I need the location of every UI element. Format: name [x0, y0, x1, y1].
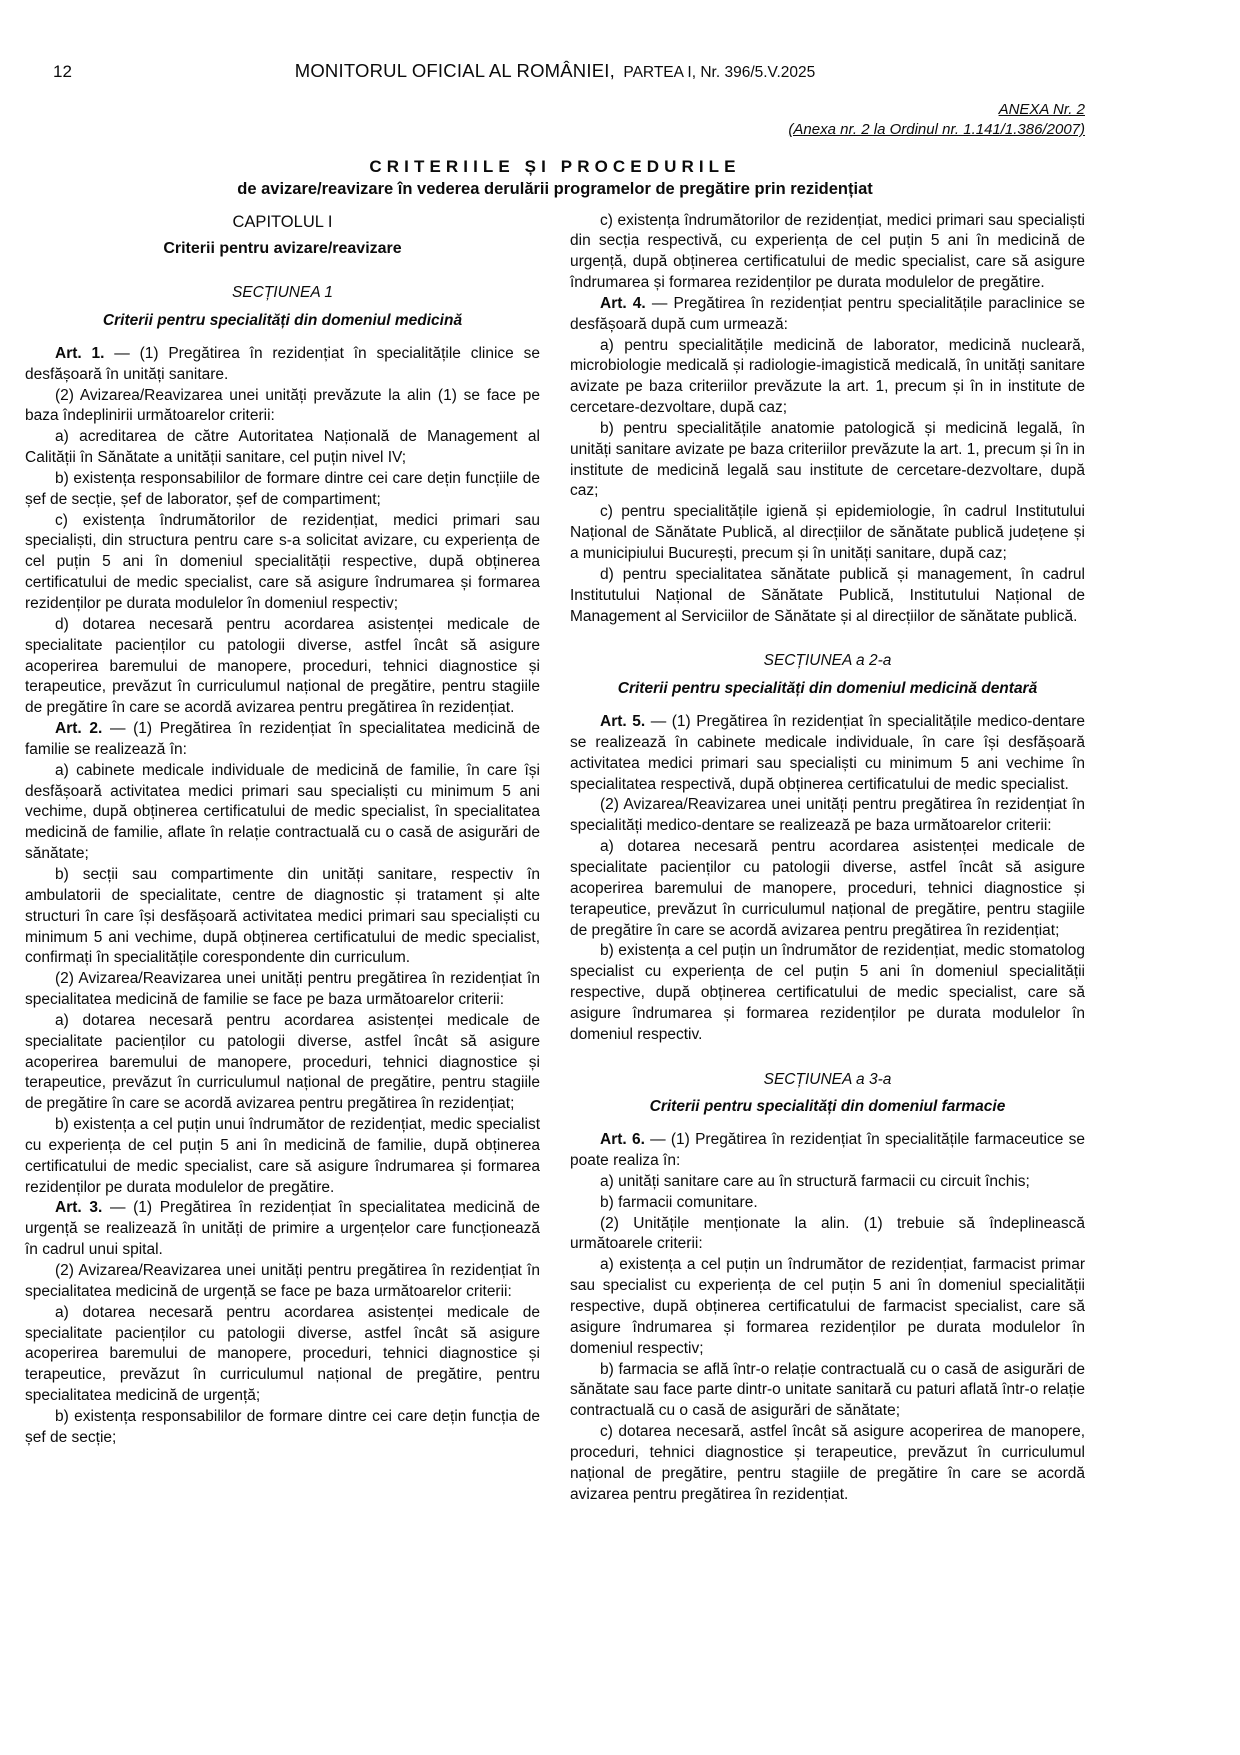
- article-number: Art. 6.: [600, 1131, 645, 1149]
- paragraph: (2) Avizarea/Reavizarea unei unități pentru pregătirea în rezidențiat în specialități medico-dentare se realizează pe baza următoarelor criterii:: [570, 796, 1085, 835]
- document-title-main: CRITERIILE ȘI PROCEDURILE: [369, 156, 741, 176]
- section-heading: [25, 283, 540, 332]
- paragraph: b) pentru specialitățile anatomie patologică și medicină legală, în unități sanitare avizate pe baza criteriilor prevăzute la art. 1, precum și în in institute de medicină legală sau institute de cercetare-dezvoltare, după caz;: [570, 419, 1085, 500]
- journal-title: MONITORUL OFICIAL AL ROMÂNIEI,: [294, 60, 615, 81]
- chapter-title: Criterii pentru avizare/reavizare: [163, 239, 402, 257]
- paragraph: a) pentru specialitățile medicină de laborator, medicină nucleară, microbiologie medicală și radiologie-imagistică medicală, în unități sanitare avizate pe baza criteriilor prevăzute la art. 1, precum și în in institute de cercetare-dezvoltare, după caz;: [570, 336, 1085, 417]
- paragraph: Art. 3. — (1) Pregătirea în rezidențiat în specialitatea medicină de urgență se realizează în unități de primire a urgențelor care funcționează în cadrul unui spital.: [25, 1199, 540, 1259]
- page-header: [25, 60, 1085, 86]
- paragraph: b) existența responsabililor de formare dintre cei care dețin funcțiile de șef de secție, șef de laborator, șef de compartiment;: [25, 469, 540, 508]
- paragraph: b) secții sau compartimente din unități sanitare, respectiv în ambulatorii de specialitate, centre de diagnostic și tratament și alte structuri în care își desfășoară activitatea medici primari sau specialiști cu minimum 5 ani vechime, după obținerea certificatului de medic specialist, confirmați în specialitățile corespondente din curriculum.: [25, 865, 540, 967]
- paragraph: a) acreditarea de către Autoritatea Națională de Management al Calității în Sănătate a unității sanitare, cel puțin nivel IV;: [25, 428, 540, 467]
- journal-issue: PARTEA I, Nr. 396/5.V.2025: [623, 64, 816, 81]
- article-number: Art. 5.: [600, 713, 646, 731]
- section-title: Criterii pentru specialități din domeniul medicină: [102, 312, 463, 330]
- annex-reference: [25, 100, 1085, 141]
- document-title: [25, 157, 1085, 199]
- article-number: Art. 1.: [55, 344, 105, 362]
- page-content: [25, 60, 1085, 1505]
- paragraph: b) existența a cel puțin un îndrumător de rezidențiat, medic stomatolog specialist cu experiența de cel puțin 5 ani în domeniul specialității respective, după obținerea certificatului de medic specialist, care să asigure îndrumarea și formarea rezidenților pe durata modulelor în domeniul respectiv.: [570, 942, 1085, 1043]
- section-title: Criterii pentru specialități din domeniul farmacie: [649, 1098, 1006, 1116]
- journal-header: [25, 60, 1085, 82]
- paragraph: d) pentru specialitatea sănătate publică și management, în cadrul Institutului Național de Sănătate Publică, Institutului Național de Management al Serviciilor de Sănătate și al direcțiilor de sănătate publică.: [570, 565, 1085, 625]
- section-label: SECȚIUNEA 1: [231, 284, 334, 302]
- article-number: Art. 3.: [55, 1199, 103, 1217]
- two-column-body: [25, 211, 1085, 1506]
- paragraph: (2) Avizarea/Reavizarea unei unități prevăzute la alin (1) se face pe baza îndeplinirii următoarelor criterii:: [25, 386, 540, 425]
- paragraph: c) existența îndrumătorilor de rezidențiat, medici primari sau specialiști din secția respectivă, cu experiența de cel puțin 5 ani în medicină de urgență, după obținerea certificatului de medic specialist, care să asigure îndrumarea și formarea rezidenților pe durata modulelor de pregătire.: [570, 211, 1085, 292]
- paragraph: b) farmacii comunitare.: [600, 1193, 758, 1211]
- section-label: SECȚIUNEA a 3-a: [763, 1070, 892, 1088]
- paragraph: b) existența a cel puțin unui îndrumător de rezidențiat, medic specialist cu experiența de cel puțin 5 ani în medicină de familie, după obținerea certificatului de medic specialist, care să asigure îndrumarea și formarea rezidenților pe durata modulelor de pregătire.: [25, 1116, 540, 1196]
- section-label: SECȚIUNEA a 2-a: [763, 652, 892, 670]
- paragraph: c) dotarea necesară, astfel încât să asigure acoperirea de manopere, proceduri, tehnici diagnostice și terapeutice, prevăzut în curriculumul național de pregătire, pentru stagiile de pregătire în care se acordă avizarea pentru pregătirea în rezidențiat.: [570, 1423, 1085, 1503]
- page-number: 12: [53, 62, 72, 81]
- paragraph: (2) Unitățile menționate la alin. (1) trebuie să îndeplinească următoarele criterii:: [570, 1214, 1085, 1253]
- section-heading: [570, 1070, 1085, 1119]
- chapter-label: CAPITOLUL I: [232, 212, 333, 231]
- annex-order-reference: (Anexa nr. 2 la Ordinul nr. 1.141/1.386/2007): [788, 121, 1085, 139]
- paragraph: b) existența responsabililor de formare dintre cei care dețin funcția de șef de secție;: [25, 1407, 540, 1446]
- paragraph: (2) Avizarea/Reavizarea unei unități pentru pregătirea în rezidențiat în specialitatea medicină de urgență se face pe baza următoarelor criterii:: [25, 1262, 540, 1300]
- paragraph: Art. 4. — Pregătirea în rezidențiat pentru specialitățile paraclinice se desfășoară după cum urmează:: [570, 294, 1085, 333]
- paragraph: a) dotarea necesară pentru acordarea asistenței medicale de specialitate pacienților cu patologii diverse, astfel încât să asigure acoperirea baremului de manopere, proceduri, tehnici diagnostice și terapeutice, prevăzut în curriculumul național de pregătire, pentru stagiile de pregătire în care se acordă avizarea pentru pregătirea în rezidențiat;: [570, 838, 1085, 939]
- paragraph: a) cabinete medicale individuale de medicină de familie, în care își desfășoară activitatea medici primari sau specialiști cu minimum 5 ani vechime, după obținerea certificatului de medic specialist, în specialitatea medicină de familie, aflate în relație contractuală cu o casă de asigurări de sănătate;: [25, 761, 540, 863]
- paragraph: a) dotarea necesară pentru acordarea asistenței medicale de specialitate pacienților cu patologii diverse, astfel încât să asigure acoperirea baremului de manopere, proceduri, tehnici diagnostice și terapeutice, prevăzut în curriculumul național de pregătire, pentru specialitatea medicină de urgență;: [25, 1303, 540, 1405]
- paragraph: c) existența îndrumătorilor de rezidențiat, medici primari sau specialiști, din structura pentru care s-a solicitat avizare, cu experiența de cel puțin 5 ani în domeniul specialității respective, după obținerea certificatului de medic specialist, care să asigure îndrumarea și formarea rezidenților pe durata modulelor în domeniul respectiv;: [25, 511, 540, 613]
- article-number: Art. 4.: [600, 294, 646, 312]
- paragraph: Art. 6. — (1) Pregătirea în rezidențiat în specialitățile farmaceutice se poate realiza în:: [570, 1131, 1085, 1170]
- document-title-sub: de avizare/reavizare în vederea derulării programelor de pregătire prin rezidențiat: [237, 179, 873, 198]
- section-heading: [570, 651, 1085, 700]
- paragraph: b) farmacia se află într-o relație contractuală cu o casă de asigurări de sănătate sau face parte dintr-o unitate sanitară cu paturi aflată într-o relație contractuală cu o casă de asigurări de sănătate;: [570, 1360, 1085, 1420]
- paragraph: Art. 5. — (1) Pregătirea în rezidențiat în specialitățile medico-dentare se realizează în cabinete medicale individuale, în care își desfășoară activitatea medici primari sau specialiști cu minimum 5 ani vechime în specialitatea respectivă, după obținerea certificatului de medic specialist.: [570, 713, 1085, 793]
- paragraph: d) dotarea necesară pentru acordarea asistenței medicale de specialitate pacienților cu patologii diverse, astfel încât să asigure acoperirea baremului de manopere, proceduri, tehnici diagnostice și terapeutice, prevăzut în curriculumul național de pregătire, pentru stagiile de pregătire în care se acordă avizarea pentru pregătirea în rezidențiat.: [25, 615, 540, 717]
- paragraph: a) dotarea necesară pentru acordarea asistenței medicale de specialitate pacienților cu patologii diverse, astfel încât să asigure acoperirea baremului de manopere, proceduri, tehnici diagnostice și terapeutice, prevăzut în curriculumul național de pregătire, pentru stagiile de pregătire în care se acordă avizarea pentru pregătirea în rezidențiat;: [25, 1011, 540, 1113]
- paragraph: c) pentru specialitățile igienă și epidemiologie, în cadrul Institutului Național de Sănătate Publică, al direcțiilor de sănătate publică județene și a municipiului București, precum și în unități sanitare, după caz;: [570, 503, 1085, 562]
- paragraph: Art. 1. — (1) Pregătirea în rezidențiat în specialitățile clinice se desfășoară în unități sanitare.: [25, 344, 540, 383]
- paragraph: (2) Avizarea/Reavizarea unei unități pentru pregătirea în rezidențiat în specialitatea medicină de familie se face pe baza următoarelor criterii:: [25, 970, 540, 1009]
- left-column: [25, 211, 540, 1506]
- right-column: [570, 211, 1085, 1506]
- section-title: Criterii pentru specialități din domeniul medicină dentară: [617, 680, 1038, 698]
- article-number: Art. 2.: [55, 720, 103, 738]
- paragraph: a) existența a cel puțin un îndrumător de rezidențiat, farmacist primar sau specialist cu experiența de cel puțin 5 ani în domeniul specialității respective, după obținerea certificatului de farmacist specialist, care să asigure îndrumarea și formarea rezidenților pe durata modulelor în domeniul respectiv;: [570, 1256, 1085, 1357]
- chapter-heading: [25, 211, 540, 260]
- paragraph: a) unități sanitare care au în structură farmacii cu circuit închis;: [600, 1172, 1030, 1190]
- paragraph: Art. 2. — (1) Pregătirea în rezidențiat în specialitatea medicină de familie se realizează în:: [25, 720, 540, 758]
- annex-number: ANEXA Nr. 2: [998, 101, 1085, 118]
